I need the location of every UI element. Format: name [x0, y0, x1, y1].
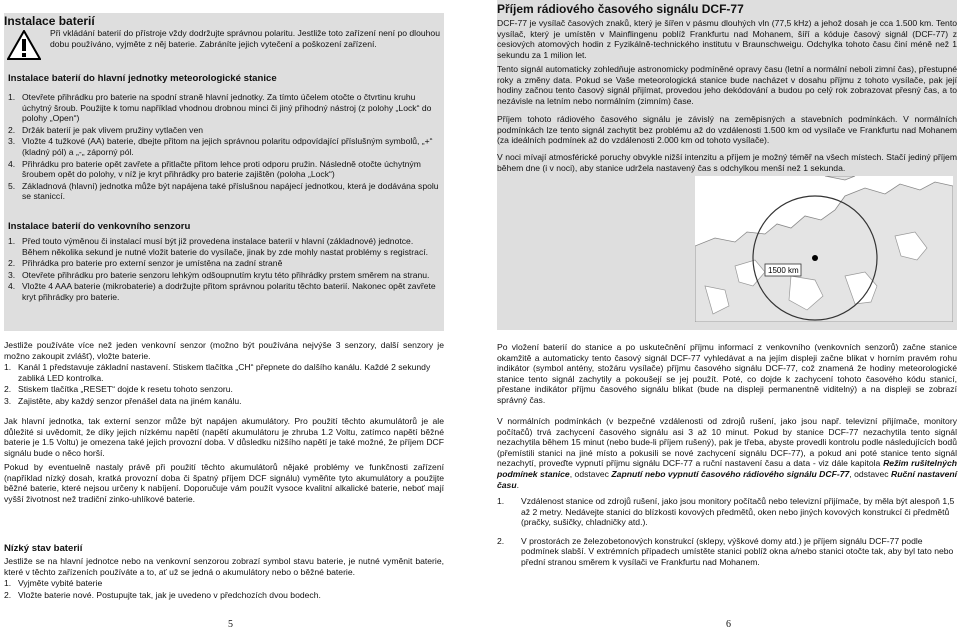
- main-unit-steps: [8, 92, 440, 203]
- list-item: 3. Zajistěte, aby každý senzor přenášel data na jiném kanálu.: [4, 395, 242, 406]
- list-item: 2. Vložte baterie nové. Postupujte tak, jak je uvedeno v předchozích dvou bodech.: [4, 589, 321, 600]
- sensor-steps: [8, 236, 440, 304]
- interference-steps: [497, 496, 957, 569]
- dcf-paragraph-1: DCF-77 je vysílač časových znaků, který je šířen v pásmu dlouhých vln (77,5 kHz) a jehož dosah je cca 1.500 km. Tento vysílač, který je umístěn v Mainflingenu poblíž Frankfurtu nad Mohanem, šíří a kóduje časový signál (DCF-77) z cesiových atomových hodin z Fyzikálně-technického institutu v Braunschweigu. Odchylka tohoto času činí méně než 1 sekundu za 1 milion let.: [497, 18, 957, 60]
- list-item: 4. Přihrádku pro baterie opět zavřete a přitlačte přitom lehce proti odporu pružin. Následně otočte úchytným šroubem opět do polohy, v níž je kryt přihrádky pro baterie zajištěn (poloha „Lock“): [8, 158, 421, 180]
- list-item: 2. V prostorách ze železobetonových konstrukcí (sklepy, výškové domy atd.) je příjem signálu DCF-77 podle podmínek slabší. V extrémních případech umístěte stanici poblíž okna a/nebo stanici otočte tak, aby byl tato nebo přední stranou směrem k vysílači ve Frankfurtu nad Mohanem.: [497, 535, 954, 567]
- list-item: 4. Vložte 4 AAA baterie (mikrobaterie) a dodržujte přitom správnou polaritu těchto baterií. Nakonec opět zavřete kryt přihrádky pro baterie.: [8, 281, 436, 302]
- list-item: 1. Vyjměte vybité baterie: [4, 578, 103, 588]
- warning-text: Při vkládání baterií do přístroje vždy dodržujte správnou polaritu. Jestliže toto zařízení není po dlouhou dobu používáno, vyjměte z něj baterie. Zabráníte jejich vytečení a poškození zařízení.: [50, 28, 440, 49]
- accumulator-problems-paragraph: Pokud by eventuelně nastaly právě při použití těchto akumulátorů nějaké problémy ve funkčnosti zařízení (například nízký dosah, kratká provozní doba či špatný příjem DCF signálu) vyměňte tyto akumulátory a použijte běžné baterie, které nejsou určeny k nabíjení. Doporučuje vám použít vysoce kvalitní alkalické baterie, neboť mají vyšší životnost než tradiční zinko-uhlíkové baterie.: [4, 462, 444, 504]
- list-item: 2. Stiskem tlačítka „RESET“ dojde k resetu tohoto senzoru.: [4, 384, 233, 395]
- dcf-paragraph-4: V noci mívají atmosférické poruchy obvykle nižší intenzitu a příjem je možný téměř na všech místech. Stačí jediný příjem během dne (i v noci), aby stanice udržela nastavený čas s odchylkou menší než 1 sekunda.: [497, 152, 957, 173]
- normal-conditions-paragraph: V normálních podmínkách (v bezpečné vzdálenosti od zdrojů rušení, jako jsou např. televizní přijímače, monitory počítačů) trvá zachycení časového signálu asi 3 až 10 minut. Pokud by stanice DCF-77 nezachytila tento signál nezachytila během 15 minut (nebo bude-li příjem rušený), pak je třeba, abyste provedli kontrolu podle následujících bodů (přemístili stanici na jiné místo a pokusili se nové zachycení signálu DCF-77), a pokud ani poté stanice tento signál nezachytí, proveďte vypnutí příjmu signálu DCF-77 a ruční nastavení času a data - viz dále kapitola Režim rušitelných podmínek stanice, odstavec Zapnutí nebo vypnutí časového rádiového signálu DCF-77, odstavec Ruční nastavení času.: [497, 416, 958, 490]
- channel-steps: [4, 362, 444, 407]
- low-battery-heading: Nízký stav baterií: [4, 543, 83, 554]
- page-number-left: 5: [228, 619, 233, 630]
- list-item: 2. Přihrádka pro baterie pro externí senzor je umístěna na zadní straně: [8, 258, 283, 269]
- accumulator-paragraph: Jak hlavní jednotka, tak externí senzor může být napájen akumulátory. Pro použití těchto akumulátorů je ale důležité si uvědomit, že díky jejich nízkému napětí (napětí akumulátoru je zhruba 1.2 Voltu, zatímco napětí běžné baterie je 1.5 Voltu) je omezena také jejich provozní doba. V důsledku nižšího napětí je také možné, že příjem DCF signálu bude o něco horší.: [4, 416, 444, 458]
- list-item: 1. Kanál 1 představuje základní nastavení. Stiskem tlačítka „CH“ přepnete do dalšího kanálu. Každé 2 sekundy zabliká LED kontrolka.: [4, 362, 431, 383]
- range-label: 1500 km: [768, 266, 799, 275]
- list-item: 5. Základnová (hlavní) jednotka může být napájena také příslušnou napájecí jednotkou, která je dodávána spolu se staniccí.: [8, 180, 439, 202]
- europe-map-graphic: [695, 176, 953, 322]
- dcf-paragraph-2: Tento signál automaticky zohledňuje astronomicky podmíněné opravy času (letní a normální neboli zimní čas), přestupné roky a změny data. Pokud se Vaše meteorologická stanice bude nacházet v dosahu příjmu z tohoto vysílače, pak její hodiny začnou tento časový signál přijímat, provedou jeho dekódování a budou po celý rok zobrazovat přesný čas, a to nezávisle na letním nebo normálním (zimním) čase.: [497, 64, 957, 106]
- sensor-heading: Instalace baterií do venkovního senzoru: [8, 221, 191, 232]
- list-item: 3. Vložte 4 tužkové (AA) baterie, dbejte přitom na jejich správnou polaritu odpovídající příslušným symbolů, „+“ (kladný pól) a „-„ záporný pól.: [8, 136, 433, 157]
- dcf-paragraph-3: Příjem tohoto rádiového časového signálu je závislý na zeměpisných a stavebních podmínkách. V normálních podmínkách lze tento signál zachytit bez problému až do vzdálenosti 1.500 km od vysílače ve Frankfurtu nad Mohanem (za ideálních podmínek až do vzdálenosti 2.000 km od tohoto vysílače).: [497, 114, 957, 146]
- list-item: 1. Před touto výměnou či instalací musí být již provedena instalace baterií v hlavní (základnové) jednotce. Během několika sekund je nutné vložit baterie do vysílače, jinak by zde mohly nastat problémy s registrací.: [8, 236, 429, 257]
- battery-install-title: Instalace baterií: [4, 14, 95, 28]
- list-item: 1. Otevřete přihrádku pro baterie na spodní straně hlavní jednotky. Za tímto účelem otočte o čtvrtinu kruhu úchytný šroub. Použijte k tomu například vhodnou drobnou minci či jiný přihodný nástroj (z polohy „Lock“ do polohy „Open“): [8, 92, 432, 124]
- low-battery-steps: [4, 578, 444, 601]
- main-unit-heading: Instalace baterií do hlavní jednotky meteorologické stanice: [8, 73, 277, 84]
- low-battery-text: Jestliže se na hlavní jednotce nebo na venkovní senzorou zobrazí symbol stavu baterie, je nutné vyměnit baterie, které v těchto zařízeních používáte a to, ať už se jedná o akumulátory nebo o běžné baterie.: [4, 556, 444, 577]
- list-item: 3. Otevřete přihrádku pro baterie senzoru lehkým odšoupnutím krytu této přihrádky prstem směrem na stranu.: [8, 269, 430, 280]
- list-item: 1. Vzdálenost stanice od zdrojů rušení, jako jsou monitory počítačů nebo televizní přijímače, by měla být alespoň 1,5 až 2 metry. Nedávejte stanici do blízkosti kovových předmětů, oken nebo jiných kovových konstrukcí či předmětů (pračky, sušičky, chladničky atd.).: [497, 496, 955, 528]
- list-item: 2. Držák baterií je pak vlivem pružiny vytlačen ven: [8, 124, 204, 135]
- dcf-title: Příjem rádiového časového signálu DCF-77: [497, 2, 744, 16]
- reception-paragraph: Po vložení baterií do stanice a po uskutečnění příjmu informací z venkovního (venkovních senzorů) začne stanice okamžitě a automaticky tento časový signál DCF-77 vyhledávat a na jejím displeji začne blikat v horním pravém rohu indikátor (symbol antény, stožáru vysílače) příjmu časového signálu DCF-77, což znamená že hodiny meteorologické stanice tento signál zachytily a pokoušejí se jej použít. Poté, co dojde k zachycení tohoto časového kódu stanicí, přestane indikátor příjmu časového signálu blikat (bude na displeji permanentně viditelný) a na displeji se zobrazí správný čas.: [497, 342, 957, 405]
- page-number-right: 6: [726, 619, 731, 630]
- multi-sensor-intro: Jestliže používáte více než jeden venkovní senzor (možno být používána nejvýše 3 senzory, další senzory je možno zakoupit zvlášť), vložte baterie.: [4, 340, 444, 361]
- europe-range-map: [695, 176, 953, 322]
- warning-icon: [7, 30, 41, 60]
